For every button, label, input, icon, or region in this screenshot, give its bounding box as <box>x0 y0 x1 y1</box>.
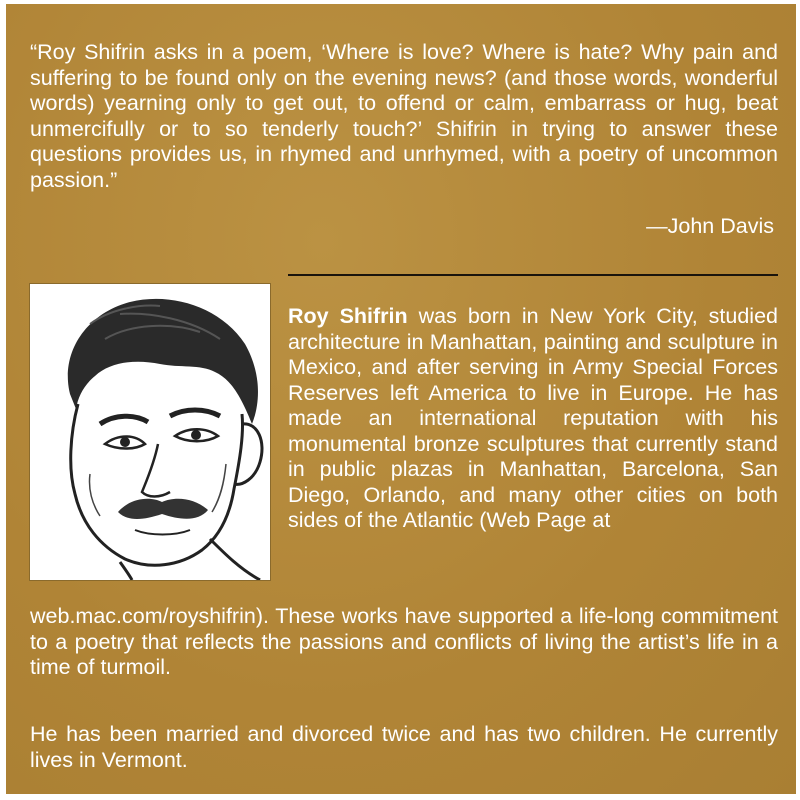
blurb-attribution: —John Davis <box>646 214 774 238</box>
author-bio-continued: web.mac.com/royshifrin). These works have supported a life-long commitment to a poetry that reflects the passions and conflicts of living the artist’s life in a time of turmoil. <box>30 604 778 679</box>
blurb-quote: “Roy Shifrin asks in a poem, ‘Where is love? Where is hate? Why pain and suffering to be found only on the evening news? (and those words, wonderful words) yearning only to get out, to offend or calm, embarrass or hug, beat unmercifully or to so tenderly touch?’ Shifrin in trying to answer these questions provides us, in rhymed and unrhymed, with a poetry of uncommon passion.” <box>30 40 778 192</box>
author-portrait <box>30 284 270 580</box>
author-sketch-icon <box>30 284 270 580</box>
section-divider <box>288 274 778 276</box>
author-name: Roy Shifrin <box>288 304 408 328</box>
author-bio-intro <box>288 304 778 534</box>
book-back-cover <box>6 4 796 794</box>
author-bio-personal: He has been married and divorced twice and has two children. He currently lives in Vermont. <box>30 722 778 772</box>
author-bio-text-right: was born in New York City, studied architecture in Manhattan, painting and sculpture in Mexico, and after serving in Army Special Forces Reserves left America to live in Europe. He has made an international reputation with his monumental bronze sculptures that currently stand in public plazas in Manhattan, Barcelona, San Diego, Orlando, and many other cities on both sides of the Atlantic (Web Page at <box>288 304 778 532</box>
